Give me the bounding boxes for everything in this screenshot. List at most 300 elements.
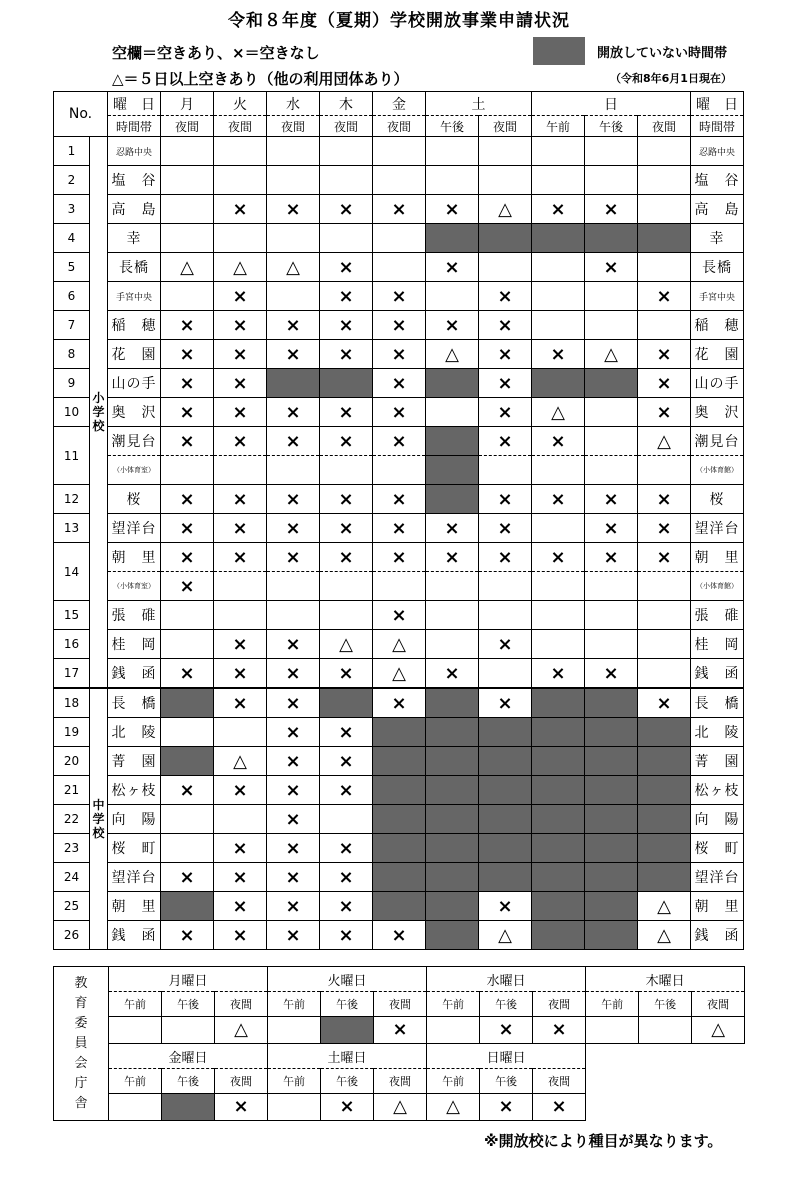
cross-mark-icon: × <box>179 430 195 452</box>
school-name-right: 望洋台 <box>691 863 744 892</box>
status-cell <box>585 863 638 892</box>
legend-closed-label: 開放していない時間帯 <box>597 46 728 61</box>
cross-mark-icon: × <box>285 662 301 684</box>
header-day-label-right: 曜 日 <box>691 92 744 116</box>
cross-mark-icon: × <box>656 692 672 714</box>
cross-mark-icon: × <box>232 285 248 307</box>
status-cell <box>267 282 320 311</box>
triangle-mark-icon: △ <box>286 256 300 278</box>
status-cell <box>532 195 585 224</box>
status-cell <box>161 427 214 456</box>
status-cell <box>161 253 214 282</box>
status-cell <box>585 224 638 253</box>
status-cell <box>532 572 585 601</box>
school-name-right: 幸 <box>691 224 744 253</box>
row-no: 7 <box>54 311 90 340</box>
as-of-date: （令和8年6月1日現在） <box>610 72 732 85</box>
status-cell <box>479 485 532 514</box>
cross-mark-icon: × <box>444 546 460 568</box>
status-cell <box>373 166 426 195</box>
school-name-right: 忍路中央 <box>691 137 744 166</box>
edu-period: 午前 <box>268 992 321 1017</box>
school-name: 桜 町 <box>108 834 161 863</box>
status-cell <box>585 659 638 689</box>
cross-mark-icon: × <box>656 488 672 510</box>
cross-mark-icon: × <box>391 604 407 626</box>
header-day-4: 金 <box>373 92 426 116</box>
cross-mark-icon: × <box>338 924 354 946</box>
status-cell <box>638 863 691 892</box>
school-name: 塩 谷 <box>108 166 161 195</box>
status-cell <box>585 718 638 747</box>
row-no: 10 <box>54 398 90 427</box>
status-cell <box>161 688 214 718</box>
row-no: 17 <box>54 659 90 689</box>
status-cell <box>638 282 691 311</box>
status-cell <box>320 253 373 282</box>
cross-mark-icon: × <box>603 198 619 220</box>
edu-period: 午前 <box>427 992 480 1017</box>
triangle-mark-icon: △ <box>657 430 671 452</box>
school-name: 望洋台 <box>108 514 161 543</box>
cross-mark-icon: × <box>391 546 407 568</box>
cross-mark-icon: × <box>603 517 619 539</box>
row-no: 2 <box>54 166 90 195</box>
cross-mark-icon: × <box>497 401 513 423</box>
cross-mark-icon: × <box>179 662 195 684</box>
status-cell <box>638 805 691 834</box>
status-cell <box>638 601 691 630</box>
row-no: 23 <box>54 834 90 863</box>
status-cell <box>532 776 585 805</box>
row-no: 19 <box>54 718 90 747</box>
cross-mark-icon: × <box>550 546 566 568</box>
status-cell <box>585 166 638 195</box>
row-no: 21 <box>54 776 90 805</box>
edu-status-cell <box>639 1017 692 1044</box>
status-cell <box>214 456 267 485</box>
edu-period: 午前 <box>268 1069 321 1094</box>
status-cell <box>638 166 691 195</box>
header-period-5: 午後 <box>426 116 479 137</box>
status-cell <box>214 659 267 689</box>
status-cell <box>373 834 426 863</box>
cross-mark-icon: × <box>392 1019 408 1040</box>
row-no: 4 <box>54 224 90 253</box>
status-cell <box>373 747 426 776</box>
edu-status-cell <box>480 1094 533 1121</box>
status-cell <box>161 718 214 747</box>
edu-status-cell <box>215 1094 268 1121</box>
cross-mark-icon: × <box>338 837 354 859</box>
status-cell <box>267 659 320 689</box>
edu-day-0: 金曜日 <box>109 1044 268 1069</box>
status-cell <box>320 398 373 427</box>
edu-status-cell <box>162 1094 215 1121</box>
status-cell <box>373 805 426 834</box>
header-day-3: 木 <box>320 92 373 116</box>
cross-mark-icon: × <box>656 401 672 423</box>
cross-mark-icon: × <box>232 924 248 946</box>
status-cell <box>638 892 691 921</box>
edu-status-cell <box>480 1017 533 1044</box>
edu-period: 午前 <box>586 992 639 1017</box>
status-cell <box>479 282 532 311</box>
cross-mark-icon: × <box>656 517 672 539</box>
cross-mark-icon: × <box>497 692 513 714</box>
status-cell <box>267 166 320 195</box>
school-name-right: 高 島 <box>691 195 744 224</box>
header-period-9: 夜間 <box>638 116 691 137</box>
header-day-label: 曜 日 <box>108 92 161 116</box>
status-cell <box>426 253 479 282</box>
status-cell <box>267 718 320 747</box>
cross-mark-icon: × <box>550 430 566 452</box>
cross-mark-icon: × <box>338 430 354 452</box>
header-period-4: 夜間 <box>373 116 426 137</box>
edu-status-cell <box>109 1094 162 1121</box>
cross-mark-icon: × <box>179 779 195 801</box>
triangle-mark-icon: △ <box>498 198 512 220</box>
status-cell <box>320 427 373 456</box>
school-name-right: 朝 里 <box>691 892 744 921</box>
status-cell <box>161 340 214 369</box>
edu-office-label <box>54 967 109 1121</box>
triangle-mark-icon: △ <box>180 256 194 278</box>
status-cell <box>320 601 373 630</box>
cross-mark-icon: × <box>338 198 354 220</box>
status-cell <box>585 601 638 630</box>
edu-period: 午後 <box>480 992 533 1017</box>
school-name: 忍路中央 <box>108 137 161 166</box>
status-cell <box>373 892 426 921</box>
status-cell <box>532 805 585 834</box>
status-cell <box>320 718 373 747</box>
status-cell <box>479 659 532 689</box>
cross-mark-icon: × <box>338 546 354 568</box>
status-cell <box>320 485 373 514</box>
cross-mark-icon: × <box>391 430 407 452</box>
status-cell <box>267 834 320 863</box>
row-no: 6 <box>54 282 90 311</box>
status-cell <box>214 543 267 572</box>
status-cell <box>373 456 426 485</box>
status-cell <box>585 253 638 282</box>
school-name-right: 桜 町 <box>691 834 744 863</box>
status-cell <box>373 688 426 718</box>
status-cell <box>585 137 638 166</box>
status-cell <box>267 485 320 514</box>
school-name-right: 松ヶ枝 <box>691 776 744 805</box>
status-cell <box>214 921 267 950</box>
school-name-right: 花 園 <box>691 340 744 369</box>
status-cell <box>638 659 691 689</box>
cross-mark-icon: × <box>497 517 513 539</box>
status-cell <box>320 688 373 718</box>
header-period-1: 夜間 <box>214 116 267 137</box>
cross-mark-icon: × <box>179 924 195 946</box>
status-cell <box>638 253 691 282</box>
edu-day-3: 木曜日 <box>586 967 745 992</box>
edu-office-label-text: 教 育 委 員 会 庁 舎 <box>74 975 88 1111</box>
school-schedule-table <box>53 91 744 950</box>
status-cell <box>373 485 426 514</box>
status-cell <box>373 253 426 282</box>
cross-mark-icon: × <box>232 546 248 568</box>
status-cell <box>320 921 373 950</box>
status-cell <box>426 747 479 776</box>
edu-status-cell <box>268 1017 321 1044</box>
cross-mark-icon: × <box>391 343 407 365</box>
cross-mark-icon: × <box>179 401 195 423</box>
status-cell <box>267 427 320 456</box>
legend-triangle: △＝５日以上空きあり（他の利用団体あり） <box>112 70 409 88</box>
status-cell <box>161 921 214 950</box>
triangle-mark-icon: △ <box>604 343 618 365</box>
status-cell <box>214 805 267 834</box>
status-cell <box>426 398 479 427</box>
status-cell <box>479 776 532 805</box>
status-cell <box>585 543 638 572</box>
school-sub-name-right: （小体育館） <box>691 572 744 601</box>
triangle-mark-icon: △ <box>446 1096 460 1117</box>
status-cell <box>320 630 373 659</box>
status-cell <box>214 718 267 747</box>
edu-period: 夜間 <box>533 992 586 1017</box>
status-cell <box>479 630 532 659</box>
cross-mark-icon: × <box>232 198 248 220</box>
status-cell <box>161 456 214 485</box>
cross-mark-icon: × <box>656 343 672 365</box>
status-cell <box>532 224 585 253</box>
status-cell <box>479 892 532 921</box>
status-cell <box>320 340 373 369</box>
status-cell <box>320 776 373 805</box>
cross-mark-icon: × <box>497 546 513 568</box>
status-cell <box>426 718 479 747</box>
status-cell <box>532 166 585 195</box>
row-no: 24 <box>54 863 90 892</box>
status-cell <box>426 166 479 195</box>
status-cell <box>585 398 638 427</box>
status-cell <box>267 601 320 630</box>
status-cell <box>214 427 267 456</box>
row-no: 11 <box>54 427 90 485</box>
cross-mark-icon: × <box>338 285 354 307</box>
status-cell <box>267 340 320 369</box>
cross-mark-icon: × <box>338 488 354 510</box>
status-cell <box>320 282 373 311</box>
edu-period: 午後 <box>321 992 374 1017</box>
triangle-mark-icon: △ <box>711 1019 726 1040</box>
status-cell <box>214 369 267 398</box>
school-name-right: 銭 函 <box>691 659 744 689</box>
status-cell <box>161 398 214 427</box>
status-cell <box>214 863 267 892</box>
row-no: 18 <box>54 688 90 718</box>
status-cell <box>214 340 267 369</box>
edu-status-cell <box>162 1017 215 1044</box>
status-cell <box>161 166 214 195</box>
status-cell <box>638 311 691 340</box>
header-period-6: 夜間 <box>479 116 532 137</box>
status-cell <box>161 311 214 340</box>
status-cell <box>638 688 691 718</box>
cross-mark-icon: × <box>656 372 672 394</box>
cross-mark-icon: × <box>232 866 248 888</box>
cross-mark-icon: × <box>497 372 513 394</box>
cross-mark-icon: × <box>391 314 407 336</box>
edu-period: 夜間 <box>215 992 268 1017</box>
status-cell <box>214 776 267 805</box>
edu-status-cell <box>427 1094 480 1121</box>
status-cell <box>320 224 373 253</box>
status-cell <box>373 195 426 224</box>
school-name: 銭 函 <box>108 921 161 950</box>
cross-mark-icon: × <box>550 662 566 684</box>
cross-mark-icon: × <box>603 546 619 568</box>
status-cell <box>585 688 638 718</box>
edu-period: 午前 <box>109 1069 162 1094</box>
status-cell <box>532 253 585 282</box>
status-cell <box>426 921 479 950</box>
legend-blank-cross: 空欄＝空きあり、×＝空きなし <box>112 44 320 62</box>
cross-mark-icon: × <box>179 343 195 365</box>
header-period-2: 夜間 <box>267 116 320 137</box>
status-cell <box>320 863 373 892</box>
status-cell <box>161 776 214 805</box>
school-name: 桜 <box>108 485 161 514</box>
status-cell <box>532 630 585 659</box>
school-name-right: 長 橋 <box>691 688 744 718</box>
status-cell <box>532 659 585 689</box>
status-cell <box>479 572 532 601</box>
edu-period: 午後 <box>480 1069 533 1094</box>
status-cell <box>479 514 532 543</box>
status-cell <box>479 688 532 718</box>
cross-mark-icon: × <box>179 866 195 888</box>
school-name: 幸 <box>108 224 161 253</box>
status-cell <box>373 572 426 601</box>
school-name: 松ヶ枝 <box>108 776 161 805</box>
school-name: 銭 函 <box>108 659 161 689</box>
edu-status-cell <box>374 1094 427 1121</box>
edu-status-cell <box>374 1017 427 1044</box>
header-day-2: 水 <box>267 92 320 116</box>
cross-mark-icon: × <box>391 372 407 394</box>
status-cell <box>479 747 532 776</box>
school-name: 桂 岡 <box>108 630 161 659</box>
cross-mark-icon: × <box>444 256 460 278</box>
status-cell <box>585 369 638 398</box>
cross-mark-icon: × <box>656 546 672 568</box>
school-name-right: 奥 沢 <box>691 398 744 427</box>
edu-period: 午後 <box>162 992 215 1017</box>
status-cell <box>161 514 214 543</box>
status-cell <box>320 514 373 543</box>
row-no: 25 <box>54 892 90 921</box>
school-name: 潮見台 <box>108 427 161 456</box>
status-cell <box>426 892 479 921</box>
status-cell <box>320 543 373 572</box>
status-cell <box>585 485 638 514</box>
school-name: 張 碓 <box>108 601 161 630</box>
status-cell <box>638 921 691 950</box>
status-cell <box>267 369 320 398</box>
edu-period: 午後 <box>321 1069 374 1094</box>
status-cell <box>320 166 373 195</box>
school-name-right: 望洋台 <box>691 514 744 543</box>
cross-mark-icon: × <box>550 343 566 365</box>
school-name: 奥 沢 <box>108 398 161 427</box>
status-cell <box>267 776 320 805</box>
cross-mark-icon: × <box>444 198 460 220</box>
status-cell <box>267 805 320 834</box>
status-cell <box>267 921 320 950</box>
school-name: 向 陽 <box>108 805 161 834</box>
cross-mark-icon: × <box>497 430 513 452</box>
cross-mark-icon: × <box>232 488 248 510</box>
status-cell <box>638 485 691 514</box>
status-cell <box>267 863 320 892</box>
status-cell <box>320 369 373 398</box>
status-cell <box>585 805 638 834</box>
status-cell <box>320 456 373 485</box>
cross-mark-icon: × <box>444 517 460 539</box>
status-cell <box>638 834 691 863</box>
cross-mark-icon: × <box>232 895 248 917</box>
cross-mark-icon: × <box>338 343 354 365</box>
status-cell <box>214 834 267 863</box>
status-cell <box>214 601 267 630</box>
cross-mark-icon: × <box>391 488 407 510</box>
school-name: 望洋台 <box>108 863 161 892</box>
school-name-right: 塩 谷 <box>691 166 744 195</box>
school-name: 菁 園 <box>108 747 161 776</box>
status-cell <box>426 659 479 689</box>
school-name-right: 手宮中央 <box>691 282 744 311</box>
category-elementary <box>90 137 108 689</box>
school-name: 朝 里 <box>108 543 161 572</box>
edu-period: 夜間 <box>692 992 745 1017</box>
edu-status-cell <box>321 1094 374 1121</box>
cross-mark-icon: × <box>285 343 301 365</box>
status-cell <box>532 340 585 369</box>
row-no: 3 <box>54 195 90 224</box>
cross-mark-icon: × <box>338 401 354 423</box>
status-cell <box>638 340 691 369</box>
cross-mark-icon: × <box>285 546 301 568</box>
edu-period: 夜間 <box>533 1069 586 1094</box>
status-cell <box>426 514 479 543</box>
status-cell <box>267 572 320 601</box>
status-cell <box>638 747 691 776</box>
status-cell <box>532 485 585 514</box>
status-cell <box>479 253 532 282</box>
status-cell <box>373 718 426 747</box>
header-day-6: 日 <box>532 92 691 116</box>
status-cell <box>426 485 479 514</box>
status-cell <box>267 514 320 543</box>
row-no: 26 <box>54 921 90 950</box>
cross-mark-icon: × <box>232 837 248 859</box>
status-cell <box>532 688 585 718</box>
status-cell <box>479 601 532 630</box>
school-name: 高 島 <box>108 195 161 224</box>
status-cell <box>267 630 320 659</box>
status-cell <box>585 572 638 601</box>
status-cell <box>638 718 691 747</box>
